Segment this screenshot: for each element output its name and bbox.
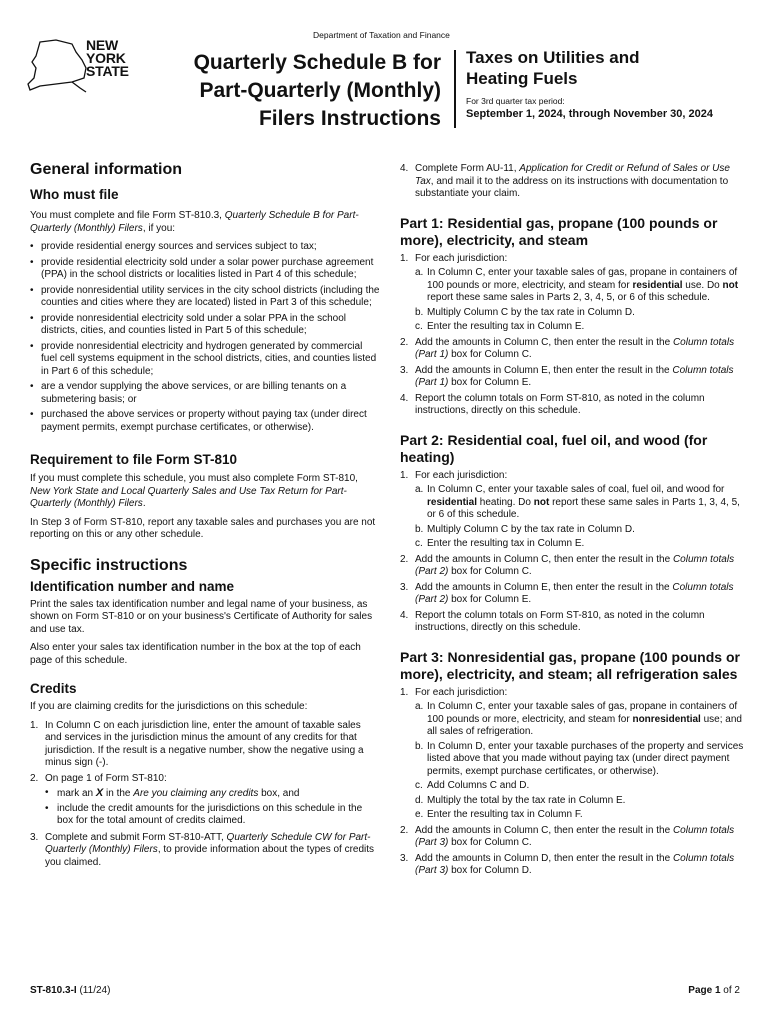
list-item: e. Enter the resulting tax in Column F. bbox=[415, 809, 583, 820]
nys-logo bbox=[26, 38, 162, 98]
list-item: • include the credit amounts for the jurisdictions on this schedule in the box for the total amount of credits claimed. bbox=[45, 803, 380, 828]
list-item: 1. In Column C on each jurisdiction line, enter the amount of taxable sales and services in the jurisdiction minus the amount of any credits for that jurisdiction. If the result is a negative number, show the negative using a minus sign (-). bbox=[30, 719, 364, 768]
subtitle-line: Taxes on Utilities and bbox=[466, 48, 640, 67]
credits-heading: Credits bbox=[30, 681, 77, 696]
list-item: b. Multiply Column C by the tax rate in Column D. bbox=[415, 306, 635, 318]
department-name: Department of Taxation and Finance bbox=[313, 30, 450, 40]
subtitle-line: Heating Fuels bbox=[466, 69, 578, 88]
page-title bbox=[168, 49, 441, 133]
who-must-file-list bbox=[30, 241, 380, 434]
part3-steps bbox=[400, 687, 745, 878]
part3-heading: Part 3: Nonresidential gas, propane (100 pounds or more), electricity, and steam; all refrigeration sales bbox=[400, 648, 740, 682]
list-item: 2. On page 1 of Form ST-810: • mark an X in the Are you claiming any credits box, and • include the credit amounts for the jurisdictions on this schedule in the box for the total amount of credits claimed. bbox=[30, 773, 380, 828]
part2-heading: Part 2: Residential coal, fuel oil, and wood (for heating) bbox=[400, 431, 708, 465]
title-line: Filers Instructions bbox=[258, 107, 441, 130]
period-label: For 3rd quarter tax period: bbox=[466, 96, 565, 106]
list-item: c. Enter the resulting tax in Column E. bbox=[415, 538, 585, 549]
part2-steps bbox=[400, 470, 745, 635]
who-must-file-intro: You must complete and file Form ST-810.3, Quarterly Schedule B for Part-Quarterly (Monthly) Filers, if you: bbox=[30, 210, 359, 234]
list-item: c. Add Columns C and D. bbox=[415, 780, 530, 791]
list-item: • mark an X in the Are you claiming any credits box, and bbox=[45, 787, 380, 801]
list-item: • are a vendor supplying the above services, or are billing tenants on a submetering basis; or bbox=[30, 381, 380, 406]
list-item: 3. Complete and submit Form ST-810-ATT, Quarterly Schedule CW for Part-Quarterly (Monthly) Filers, to provide information about the types of credits you claimed. bbox=[30, 831, 375, 868]
right-column bbox=[400, 163, 745, 881]
list-item: b. Multiply Column C by the tax rate in Column D. bbox=[415, 523, 635, 535]
logo-word-york: YORK bbox=[86, 50, 126, 66]
specific-instructions-heading: Specific instructions bbox=[30, 556, 188, 574]
credits-list-continued bbox=[400, 163, 745, 201]
list-item: • purchased the above services or property without paying tax (under direct payment permits, exempt purchase certificates, or otherwise). bbox=[30, 409, 380, 434]
list-item: 3. Add the amounts in Column E, then enter the result in the Column totals (Part 2) box for Column E. bbox=[400, 581, 734, 605]
list-item: 4. Report the column totals on Form ST-810, as noted in the column instructions, directly on this schedule. bbox=[400, 392, 705, 416]
part1-section bbox=[400, 215, 745, 418]
general-information-heading: General information bbox=[30, 161, 183, 178]
list-item: c. Enter the resulting tax in Column E. bbox=[415, 321, 585, 332]
title-line: Part-Quarterly (Monthly) bbox=[199, 79, 441, 102]
header-divider bbox=[454, 50, 456, 128]
part3-section bbox=[400, 649, 745, 878]
list-item: 3. Add the amounts in Column E, then enter the result in the Column totals (Part 1) box for Column E. bbox=[400, 364, 734, 388]
list-item: a. In Column C, enter your taxable sales of gas, propane in containers of 100 pounds or more, electricity, and steam for nonresidential use; and all sales of refrigeration. bbox=[415, 701, 742, 737]
tax-period: September 1, 2024, through November 30, 2024 bbox=[466, 108, 713, 120]
list-item: 4. Complete Form AU-11, Application for Credit or Refund of Sales or Use Tax, and mail it to the address on its instructions with documentation to substantiate your claim. bbox=[400, 163, 730, 199]
credits-list bbox=[30, 720, 380, 870]
part2-section bbox=[400, 432, 745, 635]
list-item: 1. For each jurisdiction: a. In Column C, enter your taxable sales of gas, propane in containers of 100 pounds or more, electricity, and steam for residential use. Do not report these same sales in Parts 2, 3, 4, 5, or 6 of this schedule. b. Multiply Column C by the tax rate in Column D. c. Enter the resulting tax in Column E. bbox=[400, 253, 745, 334]
list-item: a. In Column C, enter your taxable sales of gas, propane in containers of 100 pounds or more, electricity, and steam for residential use. Do not report these same sales in Parts 2, 3, 4, 5, or 6 of this schedule. bbox=[415, 267, 739, 303]
logo-word-new: NEW bbox=[86, 37, 119, 53]
list-item: 3. Add the amounts in Column D, then enter the result in the Column totals (Part 3) box for Column D. bbox=[400, 852, 735, 876]
list-item: b. In Column D, enter your taxable purchases of the property and services listed above that you made without paying tax (under direct payment permits, exempt purchase certificates, or otherwise). bbox=[415, 740, 744, 777]
identification-text-2: Also enter your sales tax identification number in the box at the top of each page of this schedule. bbox=[30, 642, 361, 666]
part1-steps bbox=[400, 253, 745, 418]
list-item: 4. Report the column totals on Form ST-810, as noted in the column instructions, directly on this schedule. bbox=[400, 609, 705, 633]
requirement-text: If you must complete this schedule, you must also complete Form ST-810, New York State and Local Quarterly Sales and Use Tax Return for Part-Quarterly (Monthly) Filers. bbox=[30, 473, 358, 509]
list-item: d. Multiply the total by the tax rate in Column E. bbox=[415, 794, 626, 806]
part1-heading: Part 1: Residential gas, propane (100 pounds or more), electricity, and steam bbox=[400, 214, 718, 248]
who-must-file-heading: Who must file bbox=[30, 187, 119, 202]
page-number: Page 1 of 2 bbox=[688, 985, 740, 996]
left-column bbox=[30, 160, 380, 872]
list-item: 2. Add the amounts in Column C, then enter the result in the Column totals (Part 1) box for Column C. bbox=[400, 336, 735, 360]
list-item: • provide nonresidential electricity sold under a solar PPA in the school districts, cities, and counties listed in Part 5 of this schedule; bbox=[30, 313, 380, 338]
identification-text: Print the sales tax identification number and legal name of your business, as shown on Form ST-810 or on your business's Certificate of Authority for sales and use tax. bbox=[30, 598, 373, 635]
list-item: 2. Add the amounts in Column C, then enter the result in the Column totals (Part 2) box for Column C. bbox=[400, 553, 735, 577]
requirement-step3-text: In Step 3 of Form ST-810, report any taxable sales and purchases you are not reporting on this or any other schedule. bbox=[30, 516, 376, 540]
list-item: • provide nonresidential utility services in the city school districts (including the counties and cities where they are located) listed in Part 3 of this schedule; bbox=[30, 285, 380, 310]
subtitle bbox=[466, 47, 640, 89]
list-item: a. In Column C, enter your taxable sales of coal, fuel oil, and wood for residential heating. Do not report these same sales in Parts 1, 3, 4, 5, or 6 of this schedule. bbox=[415, 484, 740, 520]
list-item: • provide residential electricity sold under a solar power purchase agreement (PPA) in the school districts or localities listed in Part 4 of this schedule; bbox=[30, 257, 380, 282]
list-item: • provide residential energy sources and services subject to tax; bbox=[30, 241, 380, 254]
state-outline-icon bbox=[26, 38, 88, 96]
requirement-heading: Requirement to file Form ST-810 bbox=[30, 452, 238, 467]
list-item: • provide nonresidential electricity and hydrogen generated by commercial fuel cell systems equipment in the school districts, cities, and counties listed in Part 6 of this schedule; bbox=[30, 341, 380, 379]
logo-word-state: STATE bbox=[86, 63, 129, 79]
form-identifier: ST-810.3-I (11/24) bbox=[30, 985, 111, 996]
list-item: 2. Add the amounts in Column C, then enter the result in the Column totals (Part 3) box for Column C. bbox=[400, 824, 735, 848]
credits-intro: If you are claiming credits for the jurisdictions on this schedule: bbox=[30, 701, 308, 712]
identification-heading: Identification number and name bbox=[30, 578, 235, 594]
list-item: 1. For each jurisdiction: a. In Column C, enter your taxable sales of coal, fuel oil, and wood for residential heating. Do not report these same sales in Parts 1, 3, 4, 5, or 6 of this schedule. b. Multiply Column C by the tax rate in Column D. c. Enter the resulting tax in Column E. bbox=[400, 470, 745, 551]
title-line: Quarterly Schedule B for bbox=[193, 51, 441, 74]
list-item: 1. For each jurisdiction: a. In Column C, enter your taxable sales of gas, propane in containers of 100 pounds or more, electricity, and steam for nonresidential use; and all sales of refrigeration. b. In Column D, enter your taxable purchases of the property and services listed above that you made without paying tax (under direct payment permits, exempt purchase certificates, or otherwise). c. Add Columns C and D. d. Multiply the total by the tax rate in Column E. e. Enter the resulting tax in Column F. bbox=[400, 686, 744, 820]
